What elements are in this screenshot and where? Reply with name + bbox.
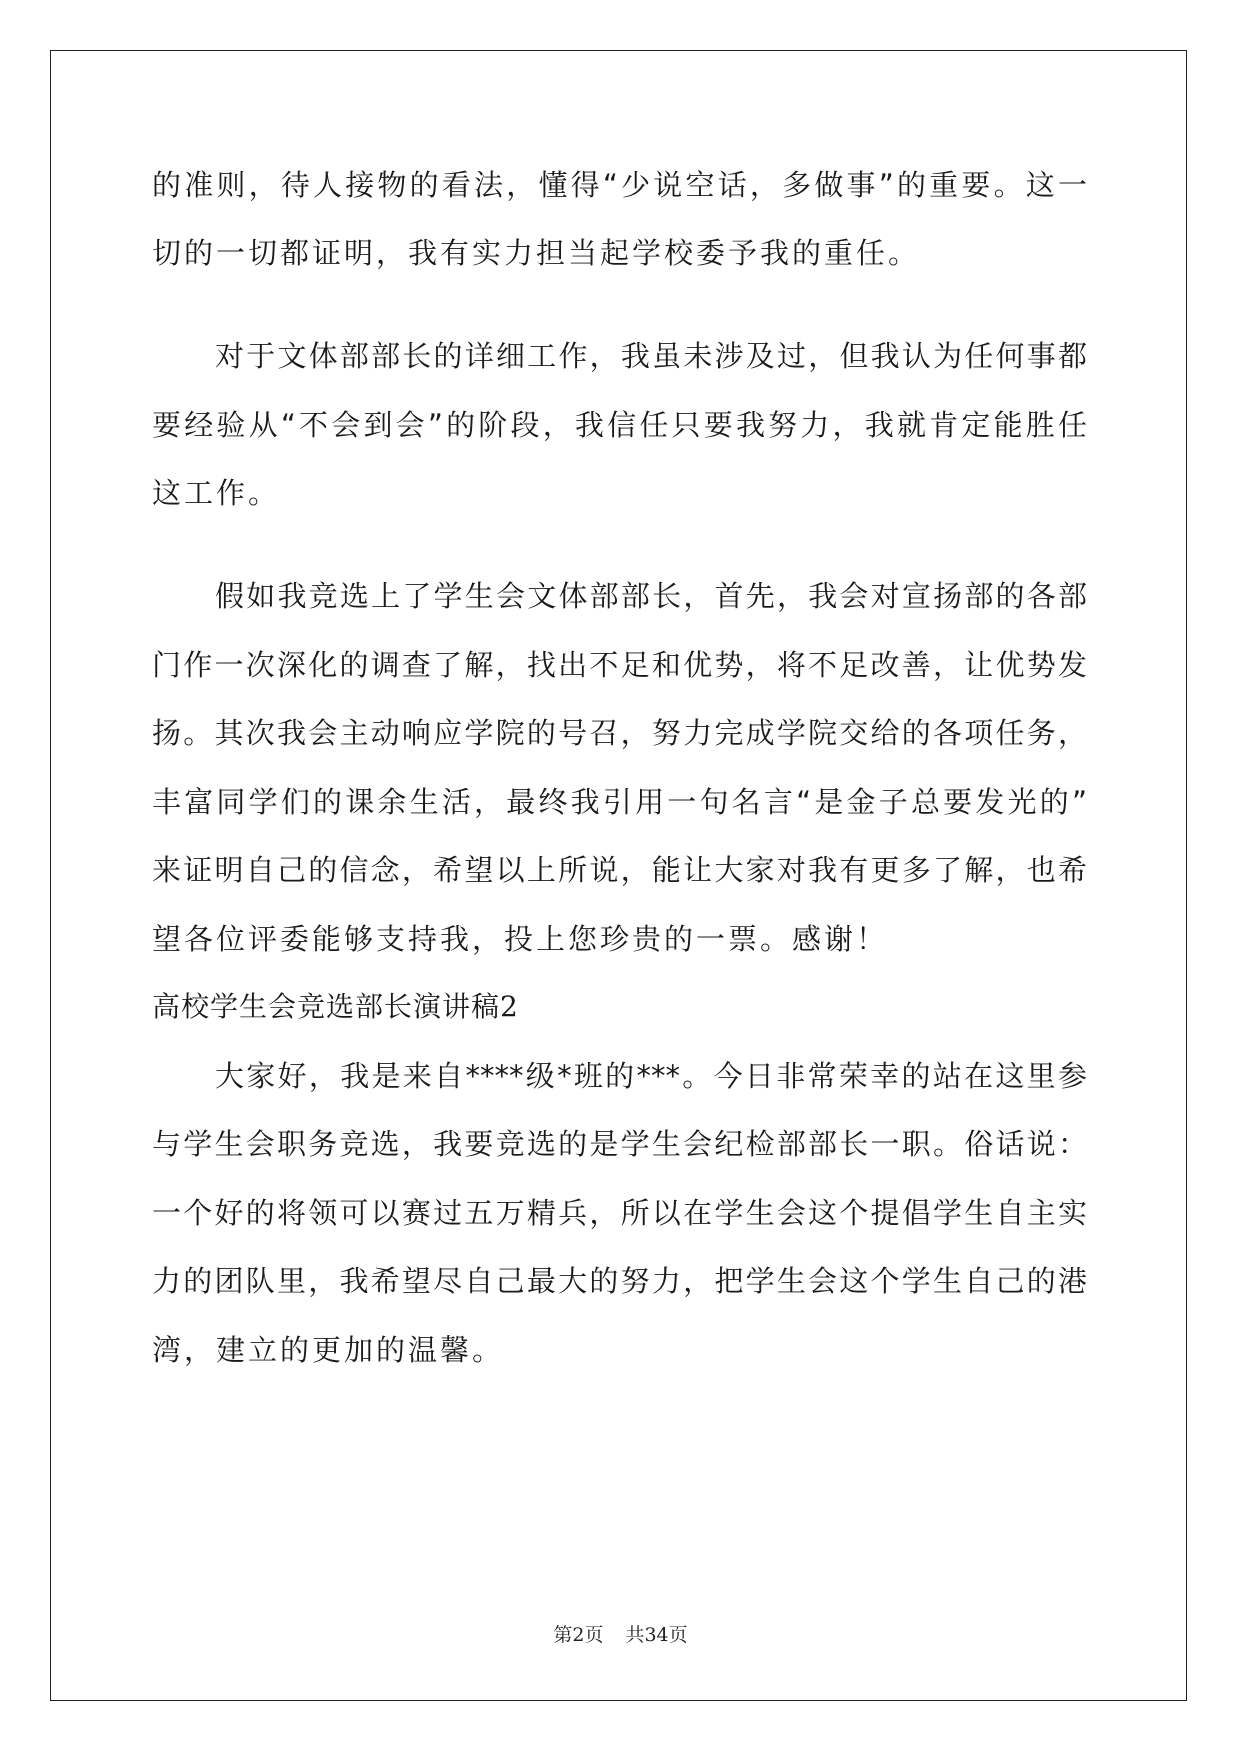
text-line: 力的团队里，我希望尽自己最大的努力，把学生会这个学生自己的港 (152, 1264, 1087, 1298)
text-line: 与学生会职务竞选，我要竞选的是学生会纪检部部长一职。俗话说： (152, 1127, 1087, 1161)
text-line: 这工作。 (152, 476, 281, 510)
section-heading: 高校学生会竞选部长演讲稿2 (152, 990, 519, 1023)
text-line: 丰富同学们的课余生活，最终我引用一句名言“是金子总要发光的” (152, 785, 1087, 819)
page-footer (0, 1623, 1241, 1647)
text-line: 望各位评委能够支持我，投上您珍贵的一票。感谢！ (152, 922, 889, 956)
text-line: 假如我竞选上了学生会文体部部长，首先，我会对宣扬部的各部 (215, 579, 1087, 613)
text-line: 湾，建立的更加的温馨。 (152, 1333, 505, 1367)
text-line: 的准则，待人接物的看法，懂得“少说空话，多做事”的重要。这一 (152, 168, 1087, 202)
text-line: 对于文体部部长的详细工作，我虽未涉及过，但我认为任何事都 (215, 339, 1087, 373)
text-line: 一个好的将领可以赛过五万精兵，所以在学生会这个提倡学生自主实 (152, 1196, 1087, 1230)
text-line: 大家好，我是来自****级*班的***。今日非常荣幸的站在这里参 (215, 1059, 1087, 1093)
text-line: 切的一切都证明，我有实力担当起学校委予我的重任。 (152, 236, 921, 270)
text-line: 要经验从“不会到会”的阶段，我信任只要我努力，我就肯定能胜任 (152, 408, 1087, 442)
text-line: 扬。其次我会主动响应学院的号召，努力完成学院交给的各项任务， (152, 716, 1087, 750)
page-total: 共34页 (625, 1624, 688, 1646)
text-line: 来证明自己的信念，希望以上所说，能让大家对我有更多了解，也希 (152, 853, 1087, 887)
text-line: 门作一次深化的调查了解，找出不足和优势，将不足改善，让优势发 (152, 648, 1087, 682)
page-number: 第2页 (553, 1624, 604, 1646)
